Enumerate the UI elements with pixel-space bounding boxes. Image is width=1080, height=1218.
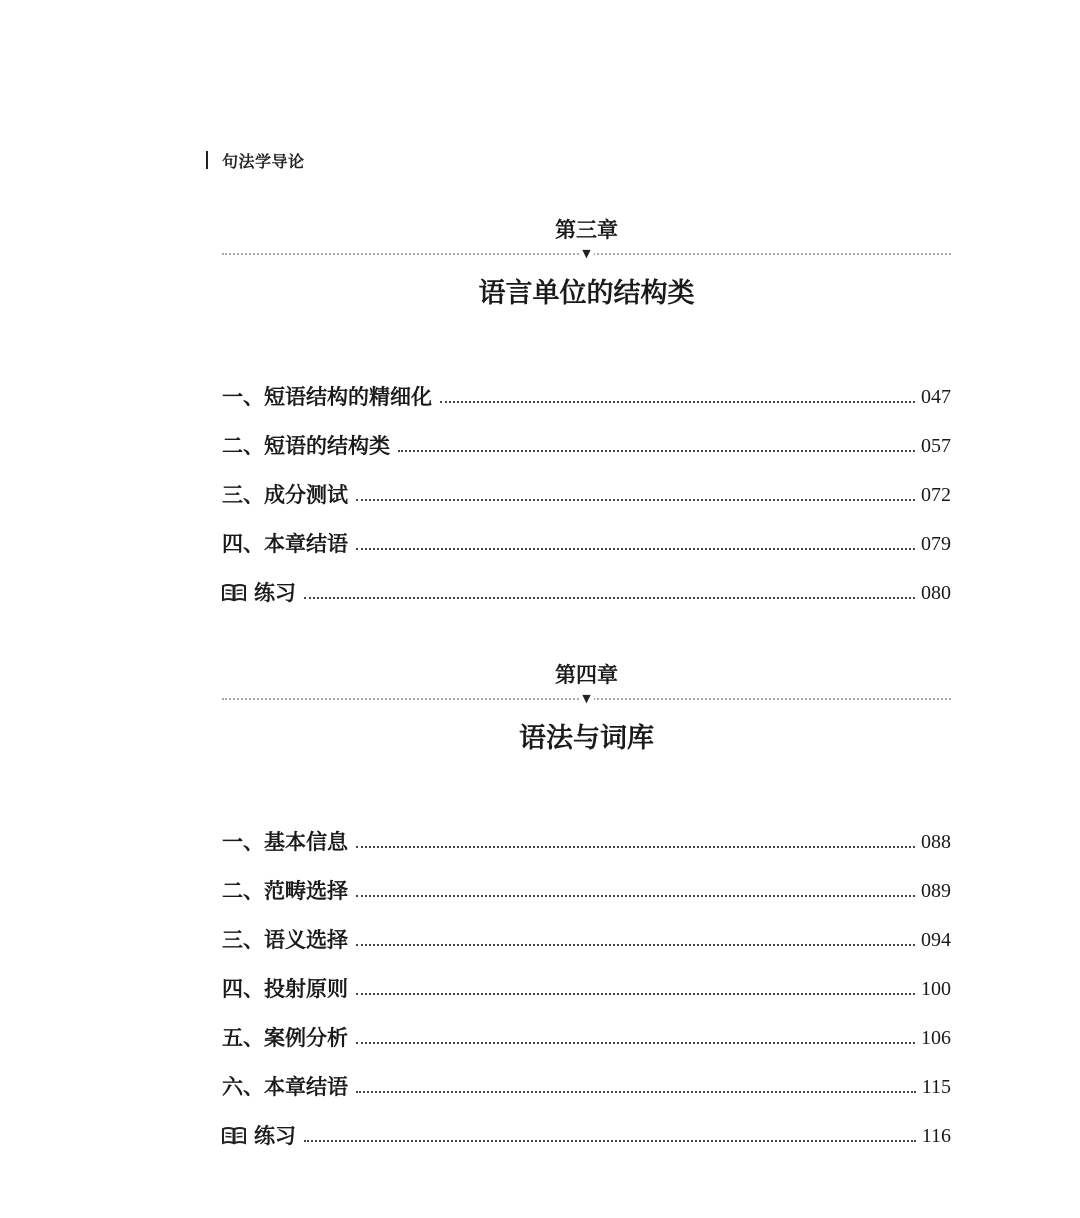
toc-entry[interactable] (222, 411, 951, 460)
chapter-4-section (222, 661, 951, 1150)
chapter-label: 第三章 (555, 218, 618, 242)
toc-list (222, 362, 951, 607)
dot-leader (356, 944, 915, 946)
toc-entry[interactable] (222, 1003, 951, 1052)
toc-entry-page: 080 (921, 582, 951, 604)
toc-entry[interactable] (222, 460, 951, 509)
chapter-title: 语法与词库 (519, 723, 654, 754)
chapter-3-section (222, 216, 951, 607)
toc-entry[interactable] (222, 856, 951, 905)
book-title: 句法学导论 (222, 151, 305, 171)
toc-entry-label: 四、本章结语 (222, 532, 348, 556)
chapter-divider (222, 693, 951, 705)
toc-entry[interactable] (222, 362, 951, 411)
toc-entry-page: 116 (921, 1125, 951, 1147)
toc-entry-label: 一、基本信息 (222, 830, 348, 854)
toc-entry-label: 二、短语的结构类 (222, 434, 390, 458)
triangle-down-icon: ▼ (580, 693, 594, 705)
toc-entry-page: 106 (921, 1027, 951, 1049)
toc-entry-label: 一、短语结构的精细化 (222, 385, 432, 409)
chapter-divider (222, 248, 951, 260)
book-icon (222, 1127, 246, 1145)
header-rule (206, 151, 208, 169)
toc-entry-page: 115 (921, 1076, 951, 1098)
book-icon (222, 584, 246, 602)
toc-entry-label: 六、本章结语 (222, 1075, 348, 1099)
toc-entry[interactable] (222, 509, 951, 558)
toc-entry-exercises[interactable] (222, 1101, 951, 1150)
toc-entry-page: 079 (921, 533, 951, 555)
triangle-down-icon: ▼ (580, 248, 594, 260)
dot-leader (398, 450, 915, 452)
running-header (206, 150, 305, 170)
dot-leader (356, 548, 915, 550)
toc-list (222, 807, 951, 1150)
toc-entry[interactable] (222, 954, 951, 1003)
toc-entry-page: 094 (921, 929, 951, 951)
toc-entry-page: 088 (921, 831, 951, 853)
toc-entry-label: 练习 (254, 581, 296, 605)
dot-leader (356, 895, 915, 897)
toc-entry-page: 089 (921, 880, 951, 902)
dot-leader (356, 846, 915, 848)
toc-entry-page: 057 (921, 435, 951, 457)
toc-entry-label-wrapper (222, 579, 296, 607)
dot-leader (356, 1091, 916, 1093)
dot-leader (356, 993, 915, 995)
toc-entry-label-wrapper (222, 1122, 296, 1150)
toc-entry-page: 047 (921, 386, 951, 408)
toc-entry-label: 五、案例分析 (222, 1026, 348, 1050)
toc-entry[interactable] (222, 905, 951, 954)
toc-entry-exercises[interactable] (222, 558, 951, 607)
dot-leader (440, 401, 915, 403)
dot-leader (356, 1042, 915, 1044)
toc-entry-page: 100 (921, 978, 951, 1000)
toc-entry[interactable] (222, 1052, 951, 1101)
chapter-label: 第四章 (555, 663, 618, 687)
chapter-title: 语言单位的结构类 (478, 278, 695, 309)
dot-leader (356, 499, 915, 501)
toc-entry-page: 072 (921, 484, 951, 506)
toc-entry-label: 三、成分测试 (222, 483, 348, 507)
toc-entry[interactable] (222, 807, 951, 856)
toc-entry-label: 三、语义选择 (222, 928, 348, 952)
dot-leader (304, 1140, 916, 1142)
toc-entry-label: 四、投射原则 (222, 977, 348, 1001)
toc-entry-label: 练习 (254, 1124, 296, 1148)
toc-entry-label: 二、范畴选择 (222, 879, 348, 903)
dot-leader (304, 597, 915, 599)
